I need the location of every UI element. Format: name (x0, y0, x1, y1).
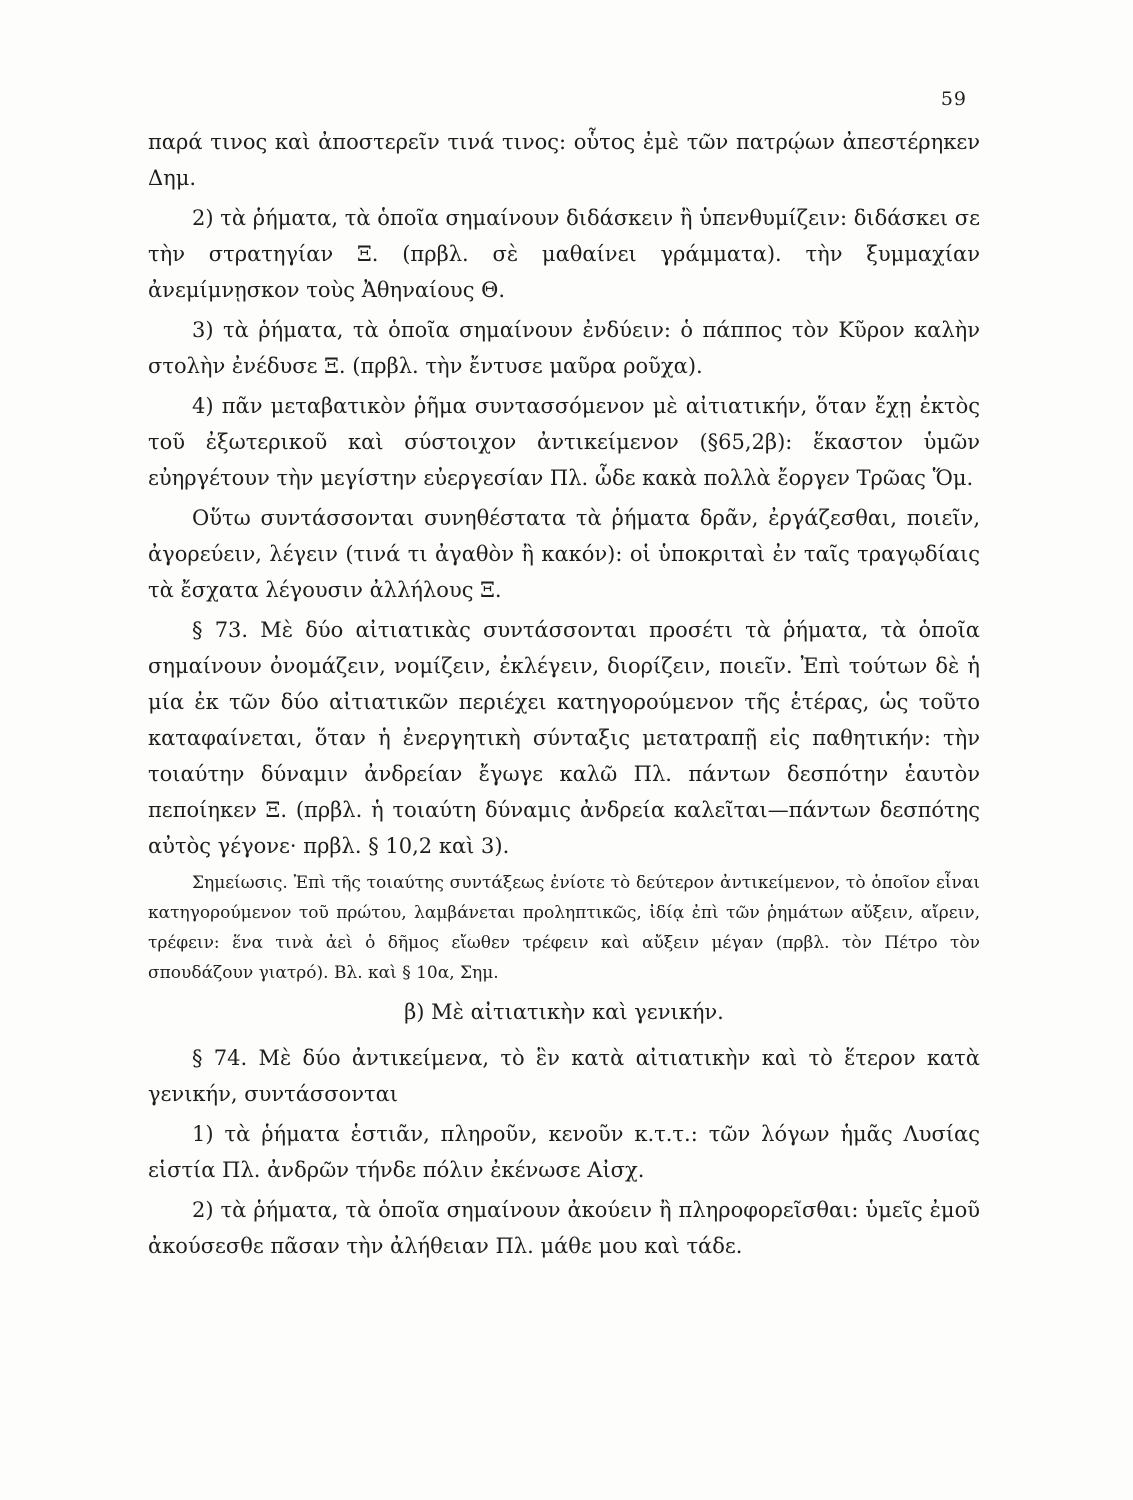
paragraph-continuation: παρά τινος καὶ ἀποστερεῖν τινά τινος: οὗτος ἐμὲ τῶν πατρῴων ἀπεστέρηκεν Δημ. (148, 130, 980, 190)
section-74: § 74. Μὲ δύο ἀντικείμενα, τὸ ἓν κατὰ αἰτιατικὴν καὶ τὸ ἕτερον κατὰ γενικήν, συντάσσονται (148, 1046, 980, 1106)
page-number: 59 (940, 88, 967, 110)
section-73: § 73. Μὲ δύο αἰτιατικὰς συντάσσονται προσέτι τὰ ῥήματα, τὰ ὁποῖα σημαίνουν ὀνομάζειν, νομίζειν, ἐκλέγειν, διορίζειν, ποιεῖν. Ἐπὶ τούτων δὲ ἡ μία ἐκ τῶν δύο αἰτιατικῶν περιέχει κατηγορούμενον τῆς ἑτέρας, ὡς τοῦτο καταφαίνεται, ὅταν ἡ ἐνεργητικὴ σύνταξις μετατραπῇ εἰς παθητικήν: τὴν τοιαύτην δύναμιν ἀνδρείαν ἔγωγε καλῶ Πλ. πάντων δεσπότην ἑαυτὸν πεποίηκεν Ξ. (πρβλ. ἡ τοιαύτη δύναμις ἀνδρεία καλεῖται—πάντων δεσπότης αὐτὸς γέγονε· πρβλ. § 10,2 καὶ 3). (148, 618, 980, 858)
paragraph-item-3: 3) τὰ ῥήματα, τὰ ὁποῖα σημαίνουν ἐνδύειν: ὁ πάππος τὸν Κῦρον καλὴν στολὴν ἐνέδυσε Ξ. (πρβλ. τὴν ἔντυσε μαῦρα ροῦχα). (148, 318, 980, 378)
section-74-item-2: 2) τὰ ῥήματα, τὰ ὁποῖα σημαίνουν ἀκούειν ἢ πληροφορεῖσθαι: ὑμεῖς ἐμοῦ ἀκούσεσθε πᾶσαν τὴν ἀλήθειαν Πλ. μάθε μου καὶ τάδε. (148, 1198, 980, 1258)
note-paragraph: Σημείωσις. Ἐπὶ τῆς τοιαύτης συντάξεως ἐνίοτε τὸ δεύτερον ἀντικείμενον, τὸ ὁποῖον εἶναι κατηγορούμενον τοῦ πρώτου, λαμβάνεται προληπτικῶς, ἰδίᾳ ἐπὶ τῶν ῥημάτων αὔξειν, αἴρειν, τρέφειν: ἕνα τινὰ ἀεὶ ὁ δῆμος εἴωθεν τρέφειν καὶ αὔξειν μέγαν (πρβλ. τὸν Πέτρο τὸν σπουδάζουν γιατρό). Βλ. καὶ § 10α, Σημ. (148, 873, 980, 983)
section-74-item-1: 1) τὰ ῥήματα ἑστιᾶν, πληροῦν, κενοῦν κ.τ.τ.: τῶν λόγων ἡμᾶς Λυσίας εἱστία Πλ. ἀνδρῶν τήνδε πόλιν ἐκένωσε Αἰσχ. (148, 1122, 980, 1182)
body-text (148, 124, 980, 1268)
paragraph-item-4: 4) πᾶν μεταβατικὸν ῥῆμα συντασσόμενον μὲ αἰτιατικήν, ὅταν ἔχῃ ἐκτὸς τοῦ ἐξωτερικοῦ καὶ σύστοιχον ἀντικείμενον (§65,2β): ἕκαστον ὑμῶν εὐηργέτουν τὴν μεγίστην εὐεργεσίαν Πλ. ὧδε κακὰ πολλὰ ἔοργεν Τρῶας Ὅμ. (148, 394, 980, 490)
subsection-heading: β) Μὲ αἰτιατικὴν καὶ γενικήν. (404, 1000, 724, 1024)
paragraph-outo: Οὕτω συντάσσονται συνηθέστατα τὰ ῥήματα δρᾶν, ἐργάζεσθαι, ποιεῖν, ἀγορεύειν, λέγειν (τινά τι ἀγαθὸν ἢ κακόν): οἱ ὑποκριταὶ ἐν ταῖς τραγῳδίαις τὰ ἔσχατα λέγουσιν ἀλλήλους Ξ. (148, 506, 980, 602)
paragraph-item-2: 2) τὰ ῥήματα, τὰ ὁποῖα σημαίνουν διδάσκειν ἢ ὑπενθυμίζειν: διδάσκει σε τὴν στρατηγίαν Ξ. (πρβλ. σὲ μαθαίνει γράμματα). τὴν ξυμμαχίαν ἀνεμίμνῃσκον τοὺς Ἀθηναίους Θ. (148, 206, 980, 302)
